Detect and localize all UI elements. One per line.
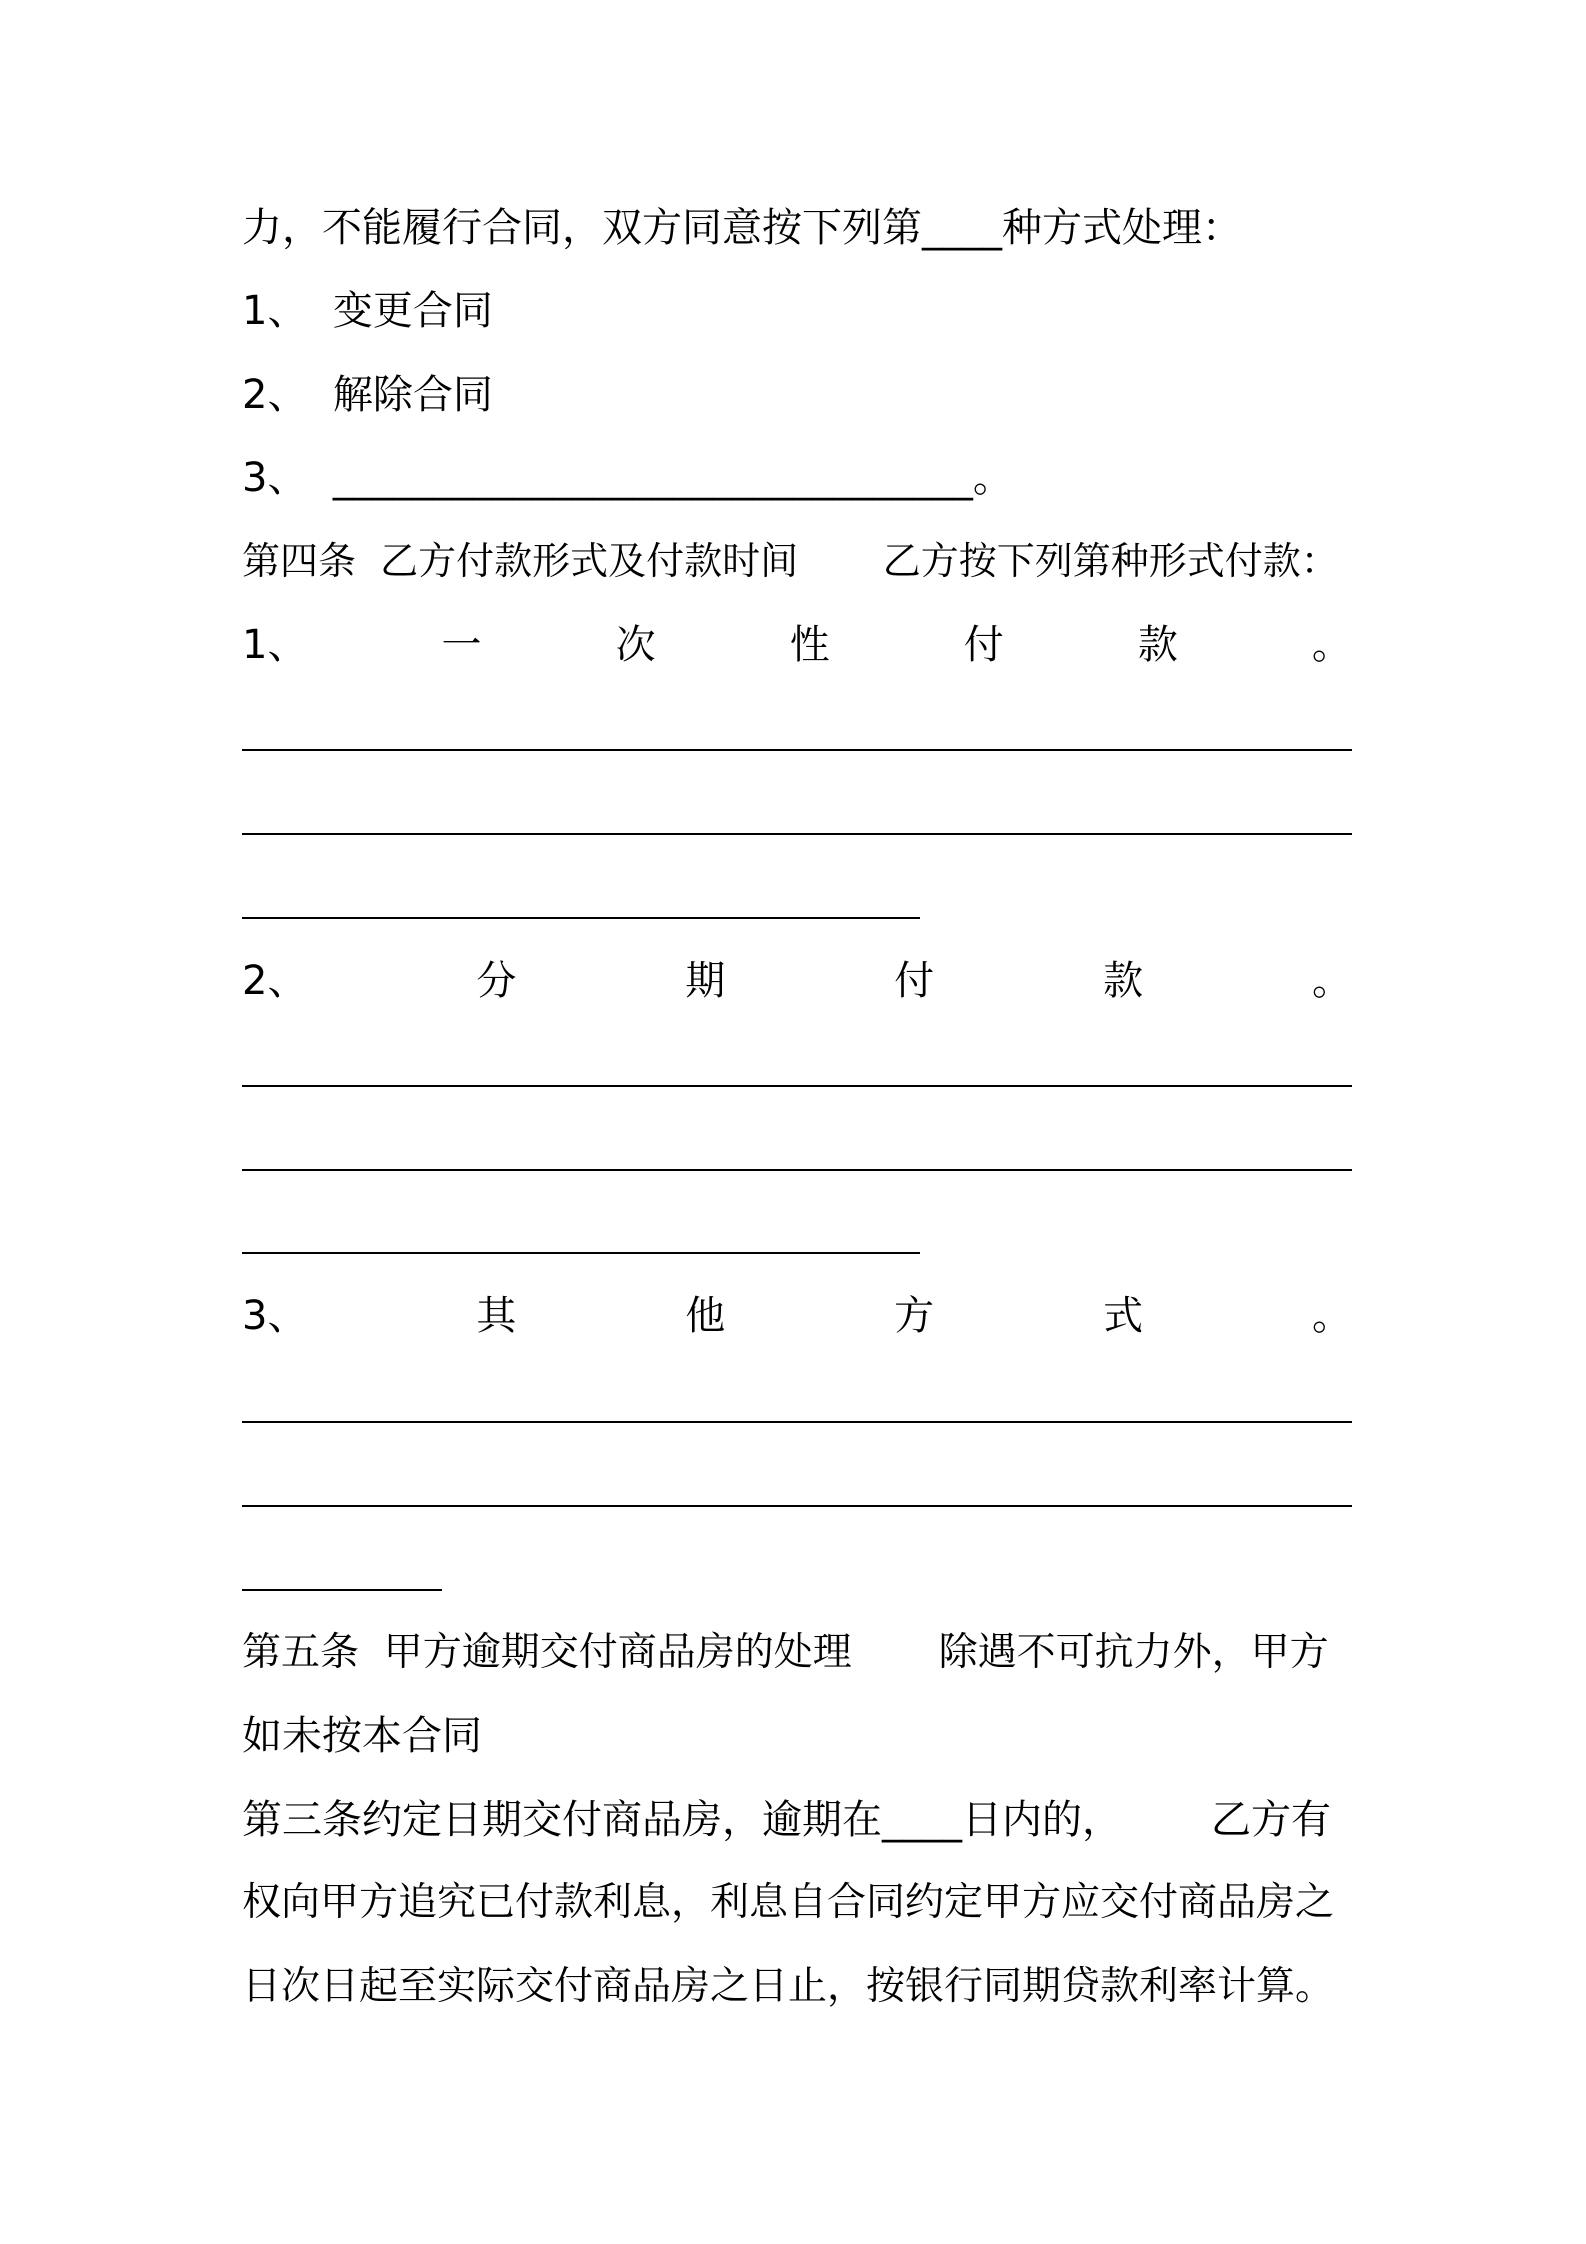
option-char: 次 <box>615 622 656 668</box>
option-char: 款 <box>1137 622 1178 668</box>
option-number: 3、 <box>242 1293 308 1339</box>
option-char: 期 <box>685 958 726 1004</box>
article-five-heading: 第五条 甲方逾期交付商品房的处理 除遇不可抗力外，甲方 <box>242 1630 1329 1675</box>
option-period: 。 <box>1311 622 1352 668</box>
option-char: 一 <box>441 622 482 668</box>
option-char: 方 <box>894 1293 935 1339</box>
option-char: 他 <box>685 1293 726 1339</box>
article-five-text: 如未按本合同 <box>242 1713 482 1759</box>
option-char: 款 <box>1103 958 1144 1004</box>
option-number: 2、 <box>242 958 308 1004</box>
option-char: 式 <box>1103 1293 1144 1339</box>
fill-in-blank-line <box>242 1505 1352 1507</box>
payment-option-installment <box>242 955 1352 1007</box>
fill-in-blank-line <box>242 917 920 919</box>
payment-option-other <box>242 1290 1352 1342</box>
fill-in-blank-line <box>242 1169 1352 1171</box>
option-char: 分 <box>476 958 517 1004</box>
option-char: 其 <box>476 1293 517 1339</box>
article-five-text: 第三条约定日期交付商品房，逾期在____日内的， 乙方有 <box>242 1797 1332 1843</box>
article-four-heading: 第四条 乙方付款形式及付款时间 乙方按下列第种形式付款： <box>242 539 1339 583</box>
article-five-text: 权向甲方追究已付款利息，利息自合同约定甲方应交付商品房之 <box>242 1880 1335 1925</box>
fill-in-blank-line <box>242 833 1352 835</box>
fill-in-blank-line <box>242 1252 920 1254</box>
fill-in-blank-line <box>242 1589 442 1591</box>
option-other-blank: 3、 ________________________________。 <box>242 455 1013 501</box>
article-five-text: 日次日起至实际交付商品房之日止，按银行同期贷款利率计算。 <box>242 1964 1335 2009</box>
option-char: 付 <box>963 622 1004 668</box>
option-char: 性 <box>789 622 830 668</box>
option-change-contract: 1、 变更合同 <box>242 288 493 334</box>
fill-in-blank-line <box>242 749 1352 751</box>
option-period: 。 <box>1311 1293 1352 1339</box>
fill-in-blank-line <box>242 1421 1352 1423</box>
payment-option-lump-sum <box>242 619 1352 671</box>
force-majeure-clause-line: 力，不能履行合同，双方同意按下列第____种方式处理： <box>242 205 1242 251</box>
option-char: 付 <box>894 958 935 1004</box>
option-period: 。 <box>1311 958 1352 1004</box>
option-terminate-contract: 2、 解除合同 <box>242 372 493 418</box>
option-number: 1、 <box>242 622 308 668</box>
fill-in-blank-line <box>242 1085 1352 1087</box>
